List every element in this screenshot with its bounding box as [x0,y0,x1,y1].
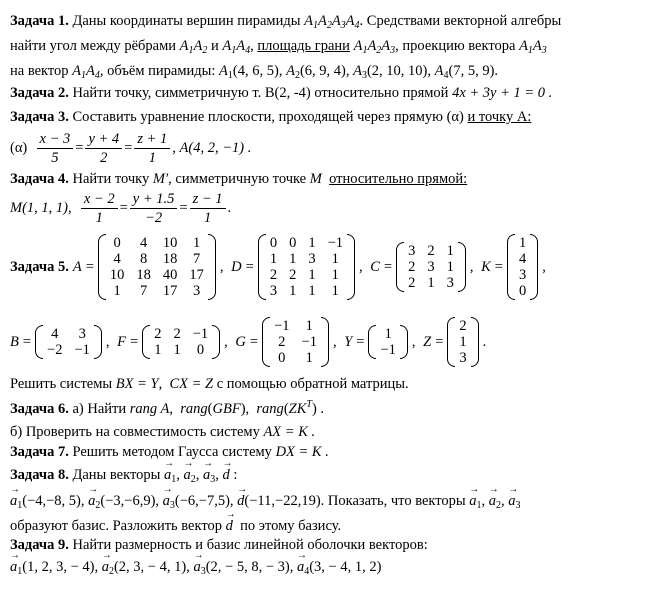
vertex-a4: (7, 5, 9). [448,63,499,79]
task2-eq: 4x + 3y + 1 = 0 . [452,85,553,101]
task1-text7: на вектор [10,63,69,79]
task4-line2: M(1, 1, 1), x − 2 1 = y + 1.5 −2 = z − 1 1 . [10,190,232,226]
matrix-d-cell: 2 [269,267,278,283]
task9-v4: (3, − 4, 1, 2) [309,559,382,575]
task3-alpha2: (α) [10,140,28,156]
task3-tail: и точку А: [467,109,532,125]
task1-and: и [210,38,219,54]
matrix-f-cell: 1 [154,342,162,358]
task8-v4: (−11,−22,19) [244,493,321,509]
matrix-a-cell: 0 [113,235,121,251]
matrix-d-cell: 1 [269,251,278,267]
task8-line2: → $a_1(-4,-8$, 5), → $a_2(-3,-6,9)$, → $a_3(-6,-7,5)$, → d(−11,−22,19). Показать, что векторы → $a_1$, → $a_2$, → $a_3$ [10,492,521,510]
matrix-k-cell: 1 [518,235,527,251]
matrix-z-cell: 2 [459,318,467,334]
matrix-a-cell: 17 [162,283,178,299]
matrix-g-cell: 0 [278,350,286,366]
task2-text: Найти точку, симметричную т. B(2, -4) относительно прямой [72,85,449,101]
task3-frac-x: x − 3 5 [37,130,74,167]
matrix-a-cell: 40 [162,267,178,283]
matrix-d-cell: 2 [289,267,297,283]
vector-a1a3: $A_1A_3$ [519,38,547,56]
matrix-b-cell: 3 [78,326,86,342]
matrix-f-cell: 2 [173,326,181,342]
matrix-c-cell: 3 [427,259,435,275]
matrix-f-cell: 1 [173,342,181,358]
task4-text2: , симметричную точке [168,171,307,187]
matrix-a-cell: 10 [109,267,125,283]
task1-text3: найти угол между рёбрами [10,38,176,54]
matrix-d [258,234,355,300]
task4-frac-x: x − 2 1 [81,190,118,227]
task3-alpha: (α) [446,109,464,125]
matrix-f-cell: −1 [192,326,209,342]
matrix-g-cell: 2 [278,334,286,350]
matrix-c-cell: 1 [446,259,454,275]
matrix-g-cell: −1 [274,318,290,334]
task8-line1: Задача 8. Даны векторы → $a_1$, → $a_2$, → $a_3$, → d : [10,466,237,484]
matrix-a-cell: 17 [189,267,204,283]
matrix-d-cell: 1 [331,283,339,299]
matrix-d-cell: 1 [289,283,297,299]
task1-text8: , объём пирамиды: [99,63,216,79]
task4-text: Найти точку [72,171,150,187]
matrix-c-cell: 2 [408,259,416,275]
task9-v3: (2, − 5, 8, − 3), [205,559,294,575]
matrix-d-cell: 3 [269,283,278,299]
task3-frac-z: z + 1 1 [134,130,170,167]
task3-line1 [10,108,531,126]
matrix-a-cell: 18 [162,251,178,267]
matrix-d-cell: 1 [308,267,316,283]
task9-v2: (2, 3, − 4, 1), [113,559,190,575]
task3-point: A(4, 2, −1) . [179,140,252,156]
matrix-k-cell: 0 [518,283,527,299]
task3-label: Задача 3. [10,109,69,125]
task2-label: Задача 2. [10,85,69,101]
vertex-a3: (2, 10, 10), [366,63,432,79]
matrix-d-cell: 0 [269,235,278,251]
task9-line2: → $a_1(1$, 2, 3, − 4), → $a_2(2$, 3, − 4, 1), → $a_3(2$, − 5, 8, − 3), → $a_4(3$, − 4, 1, 2) [10,558,381,576]
matrix-g-cell: 1 [305,318,313,334]
matrix-a-cell: 7 [140,283,148,299]
task6-line2 [10,423,315,441]
matrix-k [507,234,538,300]
matrix-g [262,317,329,367]
task3-line2: (α) x − 3 5 = y + 4 2 = z + 1 1 , A(4, 2, −1) . [10,130,252,166]
vertex-a2: (6, 9, 4), [299,63,350,79]
task7-text: Решить методом Гаусса систему [72,444,272,460]
task6-label: Задача 6. [10,401,69,417]
matrix-a-cell: 4 [113,251,121,267]
task2-line [10,84,552,102]
task9-text: Найти размерность и базис линейной оболочки векторов: [72,537,428,553]
task5-solve-text: Решить системы [10,376,113,392]
task7-label: Задача 7. [10,444,69,460]
task9-line1 [10,536,428,554]
task8-form2: по этому базису. [240,518,342,534]
task8-label: Задача 8. [10,467,69,483]
matrix-d-cell: 1 [308,283,316,299]
matrix-d-cell: 3 [308,251,316,267]
matrix-a [98,234,216,300]
task8-v1: (−4,−8, 5), [22,493,85,509]
matrix-g-cell: 1 [305,350,313,366]
matrix-k-cell: 3 [518,267,527,283]
task3-text: Составить уравнение плоскости, проходящей через прямую [72,109,443,125]
matrix-a-cell: 7 [193,251,201,267]
matrix-a-cell: 4 [140,235,148,251]
task4-point: M(1, 1, 1), [10,200,72,216]
vertex-a1: (4, 6, 5), [232,63,283,79]
task1-line1 [10,12,561,30]
task1-text6: , проекцию вектора [395,38,516,54]
task8-text: Даны векторы [72,467,161,483]
task9-label: Задача 9. [10,537,69,553]
task5-line2: B = 4 3 −2 −1 , F = 2 2 −1 1 1 0 , G = −1 1 2 −1 0 1 , Y = 1 −1 , Z = 2 1 3 . [10,318,487,366]
matrix-c-cell: 1 [446,243,454,259]
task7-eq: DX = K . [275,444,329,460]
task4-label: Задача 4. [10,171,69,187]
matrix-a-cell: 3 [193,283,201,299]
task6-b: б) Проверить на совместимость систему [10,424,260,440]
matrix-c-cell: 2 [427,243,435,259]
matrix-f-cell: 2 [154,326,162,342]
task4-frac-z: z − 1 1 [190,190,226,227]
task4-line1 [10,170,467,188]
matrix-d-cell: 1 [331,267,339,283]
task5-solve-text2: с помощью обратной матрицы. [216,376,409,392]
vector-a1a4: $A_1A_4$ [72,63,100,81]
task1-text: Даны координаты вершин пирамиды [72,13,301,29]
task4-frac-y: y + 1.5 −2 [130,190,178,227]
task1-label: Задача 1. [10,13,69,29]
task1-pyramid: $A_1A_2A_3A_4$ [304,13,360,31]
matrix-b-cell: −2 [47,342,63,358]
matrix-a-cell: 18 [136,267,151,283]
task6-system: AX = K . [263,424,316,440]
matrix-c-cell: 3 [408,243,416,259]
task1-line3: на вектор $A_1A_4$, объём пирамиды: $A_1(4$, 6, 5), $A_2(6$, 9, 4), $A_3(2$, 10, 10), $A_4(7$, 5, 9). [10,63,499,81]
matrix-c-cell: 3 [446,275,454,291]
matrix-d-cell: 1 [289,251,297,267]
task1-text2: . Средствами векторной алгебры [359,13,562,29]
matrix-z-cell: 1 [459,334,467,350]
task9-v1: (1, 2, 3, − 4), [22,559,99,575]
matrix-a-cell: 8 [140,251,148,267]
task1-line2: найти угол между рёбрами $A_1A_2$ и $A_1A_4$, площадь грани $A_1A_2A_3$, проекцию вектора $A_1A_3$ [10,38,547,56]
edge-a1a2: $A_1A_2$ [179,38,208,56]
task8-v3: (−6,−7,5), [174,493,234,509]
matrix-d-cell: 0 [289,235,297,251]
task8-show: . Показать, что векторы [320,493,466,509]
task4-m: M [309,171,322,187]
matrix-d-cell: 1 [331,251,339,267]
matrix-c [396,242,466,292]
task4-mprime: M′ [152,171,169,187]
matrix-g-cell: −1 [301,334,317,350]
matrix-c-cell: 1 [427,275,435,291]
matrix-z-cell: 3 [459,350,467,366]
matrix-y-cell: 1 [384,326,392,342]
matrix-k-cell: 4 [518,251,527,267]
task4-text3: относительно прямой: [329,171,468,187]
task1-text5: площадь грани [257,38,350,54]
matrix-y [368,325,407,359]
task8-v2: (−3,−6,9), [100,493,160,509]
task5-label: Задача 5. [10,259,69,275]
matrix-a-cell: 1 [113,283,121,299]
face-a1a2a3: $A_1A_2A_3$ [353,38,396,56]
matrix-z [447,317,478,367]
matrix-b [35,325,102,359]
edge-a1a4: $A_1A_4$ [222,38,251,56]
matrix-y-cell: −1 [380,342,396,358]
matrix-a-cell: 1 [193,235,201,251]
task8-line3: образуют базис. Разложить вектор → d по этому базису. [10,517,341,535]
matrix-c-cell: 2 [408,275,416,291]
matrix-a-cell: 10 [162,235,178,251]
matrix-b-cell: −1 [74,342,90,358]
task6-line1: Задача 6. а) Найти rang A, rang(GBF), $rang(ZK^T)$ . [10,399,325,417]
matrix-d-cell: −1 [327,235,343,251]
matrix-b-cell: 4 [51,326,59,342]
task5-solve: Решить системы BX = Y, CX = Z с помощью обратной матрицы. [10,376,409,392]
task6-a: а) Найти [72,401,127,417]
task3-frac-y: y + 4 2 [85,130,122,167]
task5-line1: Задача 5. A = 0 4 10 1 4 8 18 7 10 18 40 17 1 7 17 3 , D = 0 0 1 −1 1 1 3 1 2 2 1 1 3 1 1 1 , C = 3 2 1 2 3 1 2 1 3 , K = 1 4 3 0 , [10,235,546,299]
task8-form: образуют базис. Разложить вектор [10,518,222,534]
matrix-f [142,325,220,359]
matrix-f-cell: 0 [196,342,205,358]
matrix-d-cell: 1 [308,235,316,251]
